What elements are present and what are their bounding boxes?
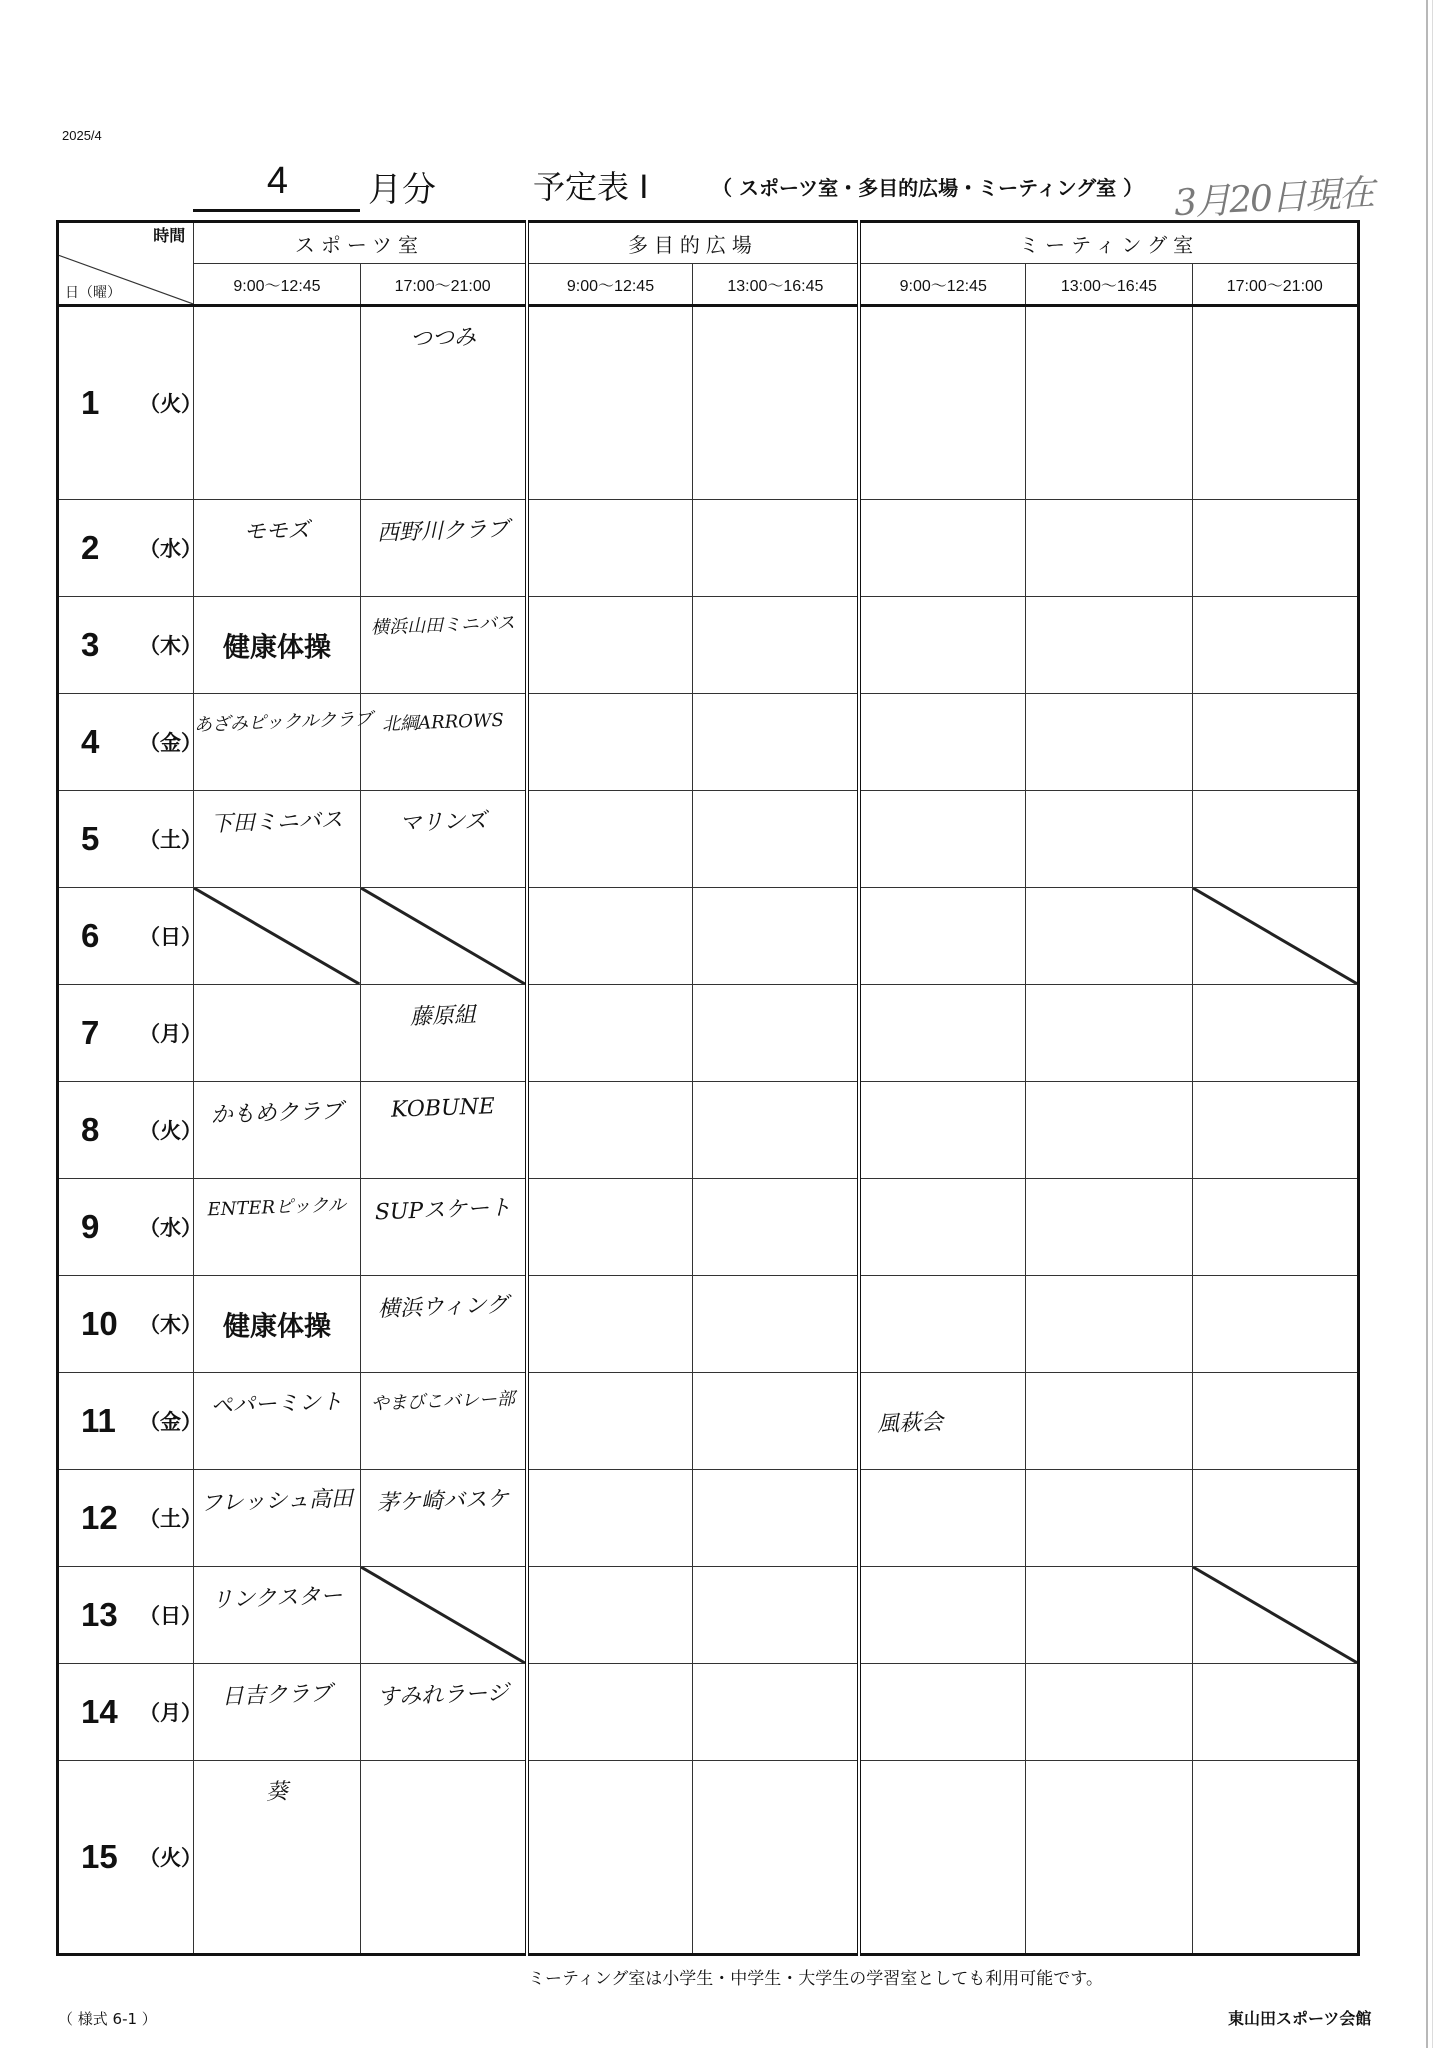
slot-header: 17:00～21:00 xyxy=(1192,264,1358,306)
schedule-cell xyxy=(360,1664,526,1761)
booking-handwritten: やまびこバレー部 xyxy=(370,1388,515,1415)
schedule-cell xyxy=(693,1761,859,1955)
weekday-label: （月） xyxy=(139,1701,202,1725)
schedule-cell xyxy=(1026,1470,1192,1567)
schedule-cell xyxy=(859,1276,1025,1373)
schedule-cell xyxy=(1192,597,1358,694)
schedule-cell xyxy=(1026,1082,1192,1179)
schedule-cell xyxy=(360,1276,526,1373)
day-number: 3 xyxy=(81,626,100,663)
day-number: 9 xyxy=(81,1208,100,1245)
day-number: 15 xyxy=(81,1838,118,1875)
slot-header: 9:00～12:45 xyxy=(859,264,1025,306)
day-number: 8 xyxy=(81,1111,100,1148)
schedule-cell xyxy=(859,1664,1025,1761)
schedule-cell xyxy=(360,985,526,1082)
schedule-cell xyxy=(1026,1276,1192,1373)
weekday-label: （日） xyxy=(139,1604,202,1628)
day-cell xyxy=(58,597,202,694)
booking-handwritten: 茅ケ崎バスケ xyxy=(376,1486,510,1517)
schedule-cell xyxy=(194,597,360,694)
booking-handwritten: 横浜山田ミニバス xyxy=(370,612,515,639)
corner-day-label: 日（曜） xyxy=(65,285,121,301)
schedule-cell xyxy=(859,500,1025,597)
schedule-cell xyxy=(693,1179,859,1276)
schedule-cell xyxy=(194,985,360,1082)
day-number: 14 xyxy=(81,1693,118,1730)
schedule-cell xyxy=(693,694,859,791)
schedule-cell xyxy=(693,985,859,1082)
day-cell xyxy=(58,306,202,500)
group-header-sports-room: スポーツ室 xyxy=(194,222,527,264)
schedule-cell xyxy=(527,1470,693,1567)
table-row xyxy=(58,500,1359,597)
schedule-cell xyxy=(859,888,1025,985)
day-number: 6 xyxy=(81,917,100,954)
closed-slot-diagonal xyxy=(1193,1567,1357,1663)
day-cell xyxy=(58,500,202,597)
schedule-cell xyxy=(360,1567,526,1664)
schedule-cell xyxy=(693,597,859,694)
table-row xyxy=(58,1082,1359,1179)
weekday-label: （火） xyxy=(139,1119,202,1143)
document-date: 2025/4 xyxy=(62,128,102,143)
day-number: 10 xyxy=(81,1305,118,1342)
schedule-cell xyxy=(194,306,360,500)
schedule-cell xyxy=(1192,1664,1358,1761)
group-header-multipurpose-plaza: 多目的広場 xyxy=(527,222,860,264)
schedule-cell xyxy=(527,306,693,500)
schedule-cell xyxy=(527,694,693,791)
day-cell xyxy=(58,694,202,791)
schedule-cell xyxy=(1026,1567,1192,1664)
day-number: 11 xyxy=(81,1402,116,1439)
schedule-cell xyxy=(859,1567,1025,1664)
schedule-cell xyxy=(1026,791,1192,888)
booking-handwritten: ENTERピックル xyxy=(207,1194,347,1221)
schedule-cell xyxy=(1192,1761,1358,1955)
closed-slot-diagonal xyxy=(194,888,359,984)
day-cell xyxy=(58,1276,202,1373)
schedule-cell xyxy=(360,888,526,985)
booking-handwritten: ペパーミント xyxy=(210,1389,344,1420)
schedule-cell xyxy=(693,1082,859,1179)
schedule-cell xyxy=(194,1567,360,1664)
schedule-cell xyxy=(693,306,859,500)
title-subtitle: （ スポーツ室・多目的広場・ミーティング室 ） xyxy=(712,176,1144,200)
schedule-cell xyxy=(859,1373,1025,1470)
schedule-cell xyxy=(1026,1761,1192,1955)
schedule-cell xyxy=(1026,985,1192,1082)
booking-handwritten: SUPスケート xyxy=(374,1195,512,1226)
slot-header: 17:00～21:00 xyxy=(360,264,526,306)
schedule-table xyxy=(56,220,1360,1956)
schedule-cell xyxy=(1192,1470,1358,1567)
schedule-cell xyxy=(194,791,360,888)
schedule-cell xyxy=(527,500,693,597)
schedule-cell xyxy=(1192,1179,1358,1276)
group-header-meeting-room: ミーティング室 xyxy=(859,222,1358,264)
header-corner xyxy=(58,222,194,306)
booking-handwritten: 風萩会 xyxy=(876,1410,944,1438)
table-row xyxy=(58,597,1359,694)
schedule-cell xyxy=(1192,1567,1358,1664)
table-row xyxy=(58,1567,1359,1664)
page-edge-shadow-inner xyxy=(1432,0,1433,2048)
schedule-cell xyxy=(1026,597,1192,694)
booking-printed: 健康体操 xyxy=(222,1311,331,1343)
booking-handwritten: あざみピックルクラブ xyxy=(194,708,374,736)
schedule-cell xyxy=(360,306,526,500)
schedule-cell xyxy=(360,694,526,791)
booking-handwritten: かもめクラブ xyxy=(210,1098,344,1129)
schedule-cell xyxy=(527,1761,693,1955)
schedule-cell xyxy=(194,1082,360,1179)
schedule-cell xyxy=(1192,1082,1358,1179)
facility-name: 東山田スポーツ会館 xyxy=(1228,2009,1372,2028)
footnote: ミーティング室は小学生・中学生・大学生の学習室としても利用可能です。 xyxy=(528,1969,1103,1989)
table-row xyxy=(58,1470,1359,1567)
form-number: （ 様式 6-1 ） xyxy=(58,2010,157,2028)
booking-handwritten: マリンズ xyxy=(398,808,487,837)
schedule-cell xyxy=(693,1664,859,1761)
booking-handwritten: 下田ミニバス xyxy=(210,807,344,838)
booking-handwritten: 葵 xyxy=(265,1779,289,1806)
day-number: 4 xyxy=(81,723,100,760)
table-row xyxy=(58,1664,1359,1761)
schedule-cell xyxy=(194,1179,360,1276)
slot-header: 13:00～16:45 xyxy=(1026,264,1192,306)
slot-header: 9:00～12:45 xyxy=(527,264,693,306)
table-row xyxy=(58,1373,1359,1470)
schedule-cell xyxy=(1192,1276,1358,1373)
day-number: 13 xyxy=(81,1596,118,1633)
schedule-cell xyxy=(194,888,360,985)
schedule-cell xyxy=(194,500,360,597)
schedule-cell xyxy=(1192,1373,1358,1470)
schedule-cell xyxy=(1026,1179,1192,1276)
weekday-label: （水） xyxy=(139,1216,202,1240)
schedule-cell xyxy=(1026,1373,1192,1470)
day-cell xyxy=(58,888,202,985)
booking-handwritten: 西野川クラブ xyxy=(376,516,510,547)
slot-header: 13:00～16:45 xyxy=(693,264,859,306)
schedule-cell xyxy=(527,1082,693,1179)
day-number: 2 xyxy=(81,529,100,566)
closed-slot-diagonal xyxy=(361,888,525,984)
schedule-cell xyxy=(1026,1664,1192,1761)
booking-handwritten: すみれラージ xyxy=(376,1680,509,1711)
schedule-cell xyxy=(693,888,859,985)
table-row xyxy=(58,791,1359,888)
title-main: 予定表 I xyxy=(533,168,649,206)
booking-handwritten: 横浜ウィング xyxy=(377,1292,509,1323)
weekday-label: （水） xyxy=(139,537,202,561)
schedule-cell xyxy=(360,1373,526,1470)
day-cell xyxy=(58,791,202,888)
weekday-label: （火） xyxy=(139,392,202,416)
closed-slot-diagonal xyxy=(1193,888,1357,984)
schedule-cell xyxy=(859,1082,1025,1179)
corner-time-label: 時間 xyxy=(153,226,186,245)
schedule-cell xyxy=(859,694,1025,791)
title-month-number: 4 xyxy=(266,160,289,202)
day-cell xyxy=(58,1179,202,1276)
weekday-label: （日） xyxy=(139,925,202,949)
day-cell xyxy=(58,985,202,1082)
day-number: 7 xyxy=(81,1014,100,1051)
schedule-cell xyxy=(859,1179,1025,1276)
table-row xyxy=(58,1276,1359,1373)
schedule-cell xyxy=(859,1761,1025,1955)
booking-handwritten: フレッシュ高田 xyxy=(200,1486,354,1517)
handwritten-as-of-date: 3月20日現在 xyxy=(1173,172,1374,225)
schedule-cell xyxy=(360,500,526,597)
booking-handwritten: 北綱ARROWS xyxy=(381,709,504,736)
weekday-label: （月） xyxy=(139,1022,202,1046)
table-row xyxy=(58,888,1359,985)
schedule-cell xyxy=(1192,306,1358,500)
schedule-cell xyxy=(194,1373,360,1470)
day-number: 1 xyxy=(81,384,100,421)
day-cell xyxy=(58,1082,202,1179)
booking-handwritten: つつみ xyxy=(409,324,477,353)
schedule-cell xyxy=(527,888,693,985)
schedule-cell xyxy=(527,1567,693,1664)
day-cell xyxy=(58,1664,202,1761)
schedule-cell xyxy=(194,1276,360,1373)
day-cell xyxy=(58,1470,202,1567)
day-cell xyxy=(58,1373,202,1470)
schedule-cell xyxy=(527,985,693,1082)
schedule-cell xyxy=(360,1470,526,1567)
schedule-cell xyxy=(1026,888,1192,985)
title-month-suffix: 月分 xyxy=(368,170,436,210)
day-number: 5 xyxy=(81,820,100,857)
schedule-cell xyxy=(693,791,859,888)
table-row xyxy=(58,985,1359,1082)
schedule-cell xyxy=(693,1567,859,1664)
weekday-label: （土） xyxy=(139,828,202,852)
schedule-cell xyxy=(194,1664,360,1761)
weekday-label: （土） xyxy=(139,1507,202,1531)
schedule-cell xyxy=(1192,985,1358,1082)
table-row xyxy=(58,694,1359,791)
schedule-cell xyxy=(1026,306,1192,500)
schedule-cell xyxy=(527,597,693,694)
schedule-cell xyxy=(693,1470,859,1567)
closed-slot-diagonal xyxy=(361,1567,525,1663)
booking-handwritten: KOBUNE xyxy=(390,1094,495,1123)
slot-header: 9:00～12:45 xyxy=(194,264,360,306)
booking-handwritten: 日吉クラブ xyxy=(221,1681,333,1710)
weekday-label: （金） xyxy=(139,1410,202,1434)
schedule-cell xyxy=(527,1373,693,1470)
day-cell xyxy=(58,1567,202,1664)
schedule-cell xyxy=(360,1082,526,1179)
schedule-cell xyxy=(1192,694,1358,791)
schedule-cell xyxy=(859,597,1025,694)
schedule-cell xyxy=(527,1664,693,1761)
day-number: 12 xyxy=(81,1499,118,1536)
weekday-label: （木） xyxy=(139,1313,202,1337)
schedule-cell xyxy=(1026,500,1192,597)
schedule-cell xyxy=(693,1276,859,1373)
table-row xyxy=(58,1761,1359,1955)
booking-handwritten: リンクスター xyxy=(210,1583,344,1614)
schedule-cell xyxy=(859,306,1025,500)
weekday-label: （木） xyxy=(139,634,202,658)
schedule-cell xyxy=(527,1276,693,1373)
table-row xyxy=(58,306,1359,500)
schedule-cell xyxy=(194,1761,360,1955)
schedule-cell xyxy=(527,1179,693,1276)
schedule-cell xyxy=(1192,888,1358,985)
table-row xyxy=(58,1179,1359,1276)
booking-handwritten: モモズ xyxy=(243,517,311,546)
schedule-cell xyxy=(194,694,374,791)
title-month-underline xyxy=(193,209,360,212)
schedule-cell xyxy=(1192,500,1358,597)
booking-printed: 健康体操 xyxy=(222,632,331,664)
schedule-cell xyxy=(693,1373,859,1470)
weekday-label: （金） xyxy=(139,731,202,755)
day-cell xyxy=(58,1761,202,1955)
schedule-cell xyxy=(859,791,1025,888)
schedule-cell xyxy=(527,791,693,888)
schedule-cell xyxy=(360,1179,526,1276)
schedule-cell xyxy=(194,1470,360,1567)
schedule-cell xyxy=(859,985,1025,1082)
booking-handwritten: 藤原組 xyxy=(409,1002,477,1031)
schedule-cell xyxy=(1192,791,1358,888)
weekday-label: （火） xyxy=(139,1846,202,1870)
schedule-cell xyxy=(693,500,859,597)
schedule-cell xyxy=(859,1470,1025,1567)
schedule-cell xyxy=(360,1761,526,1955)
schedule-cell xyxy=(360,597,526,694)
schedule-cell xyxy=(1026,694,1192,791)
schedule-cell xyxy=(360,791,526,888)
page-edge-shadow xyxy=(1426,0,1428,2048)
